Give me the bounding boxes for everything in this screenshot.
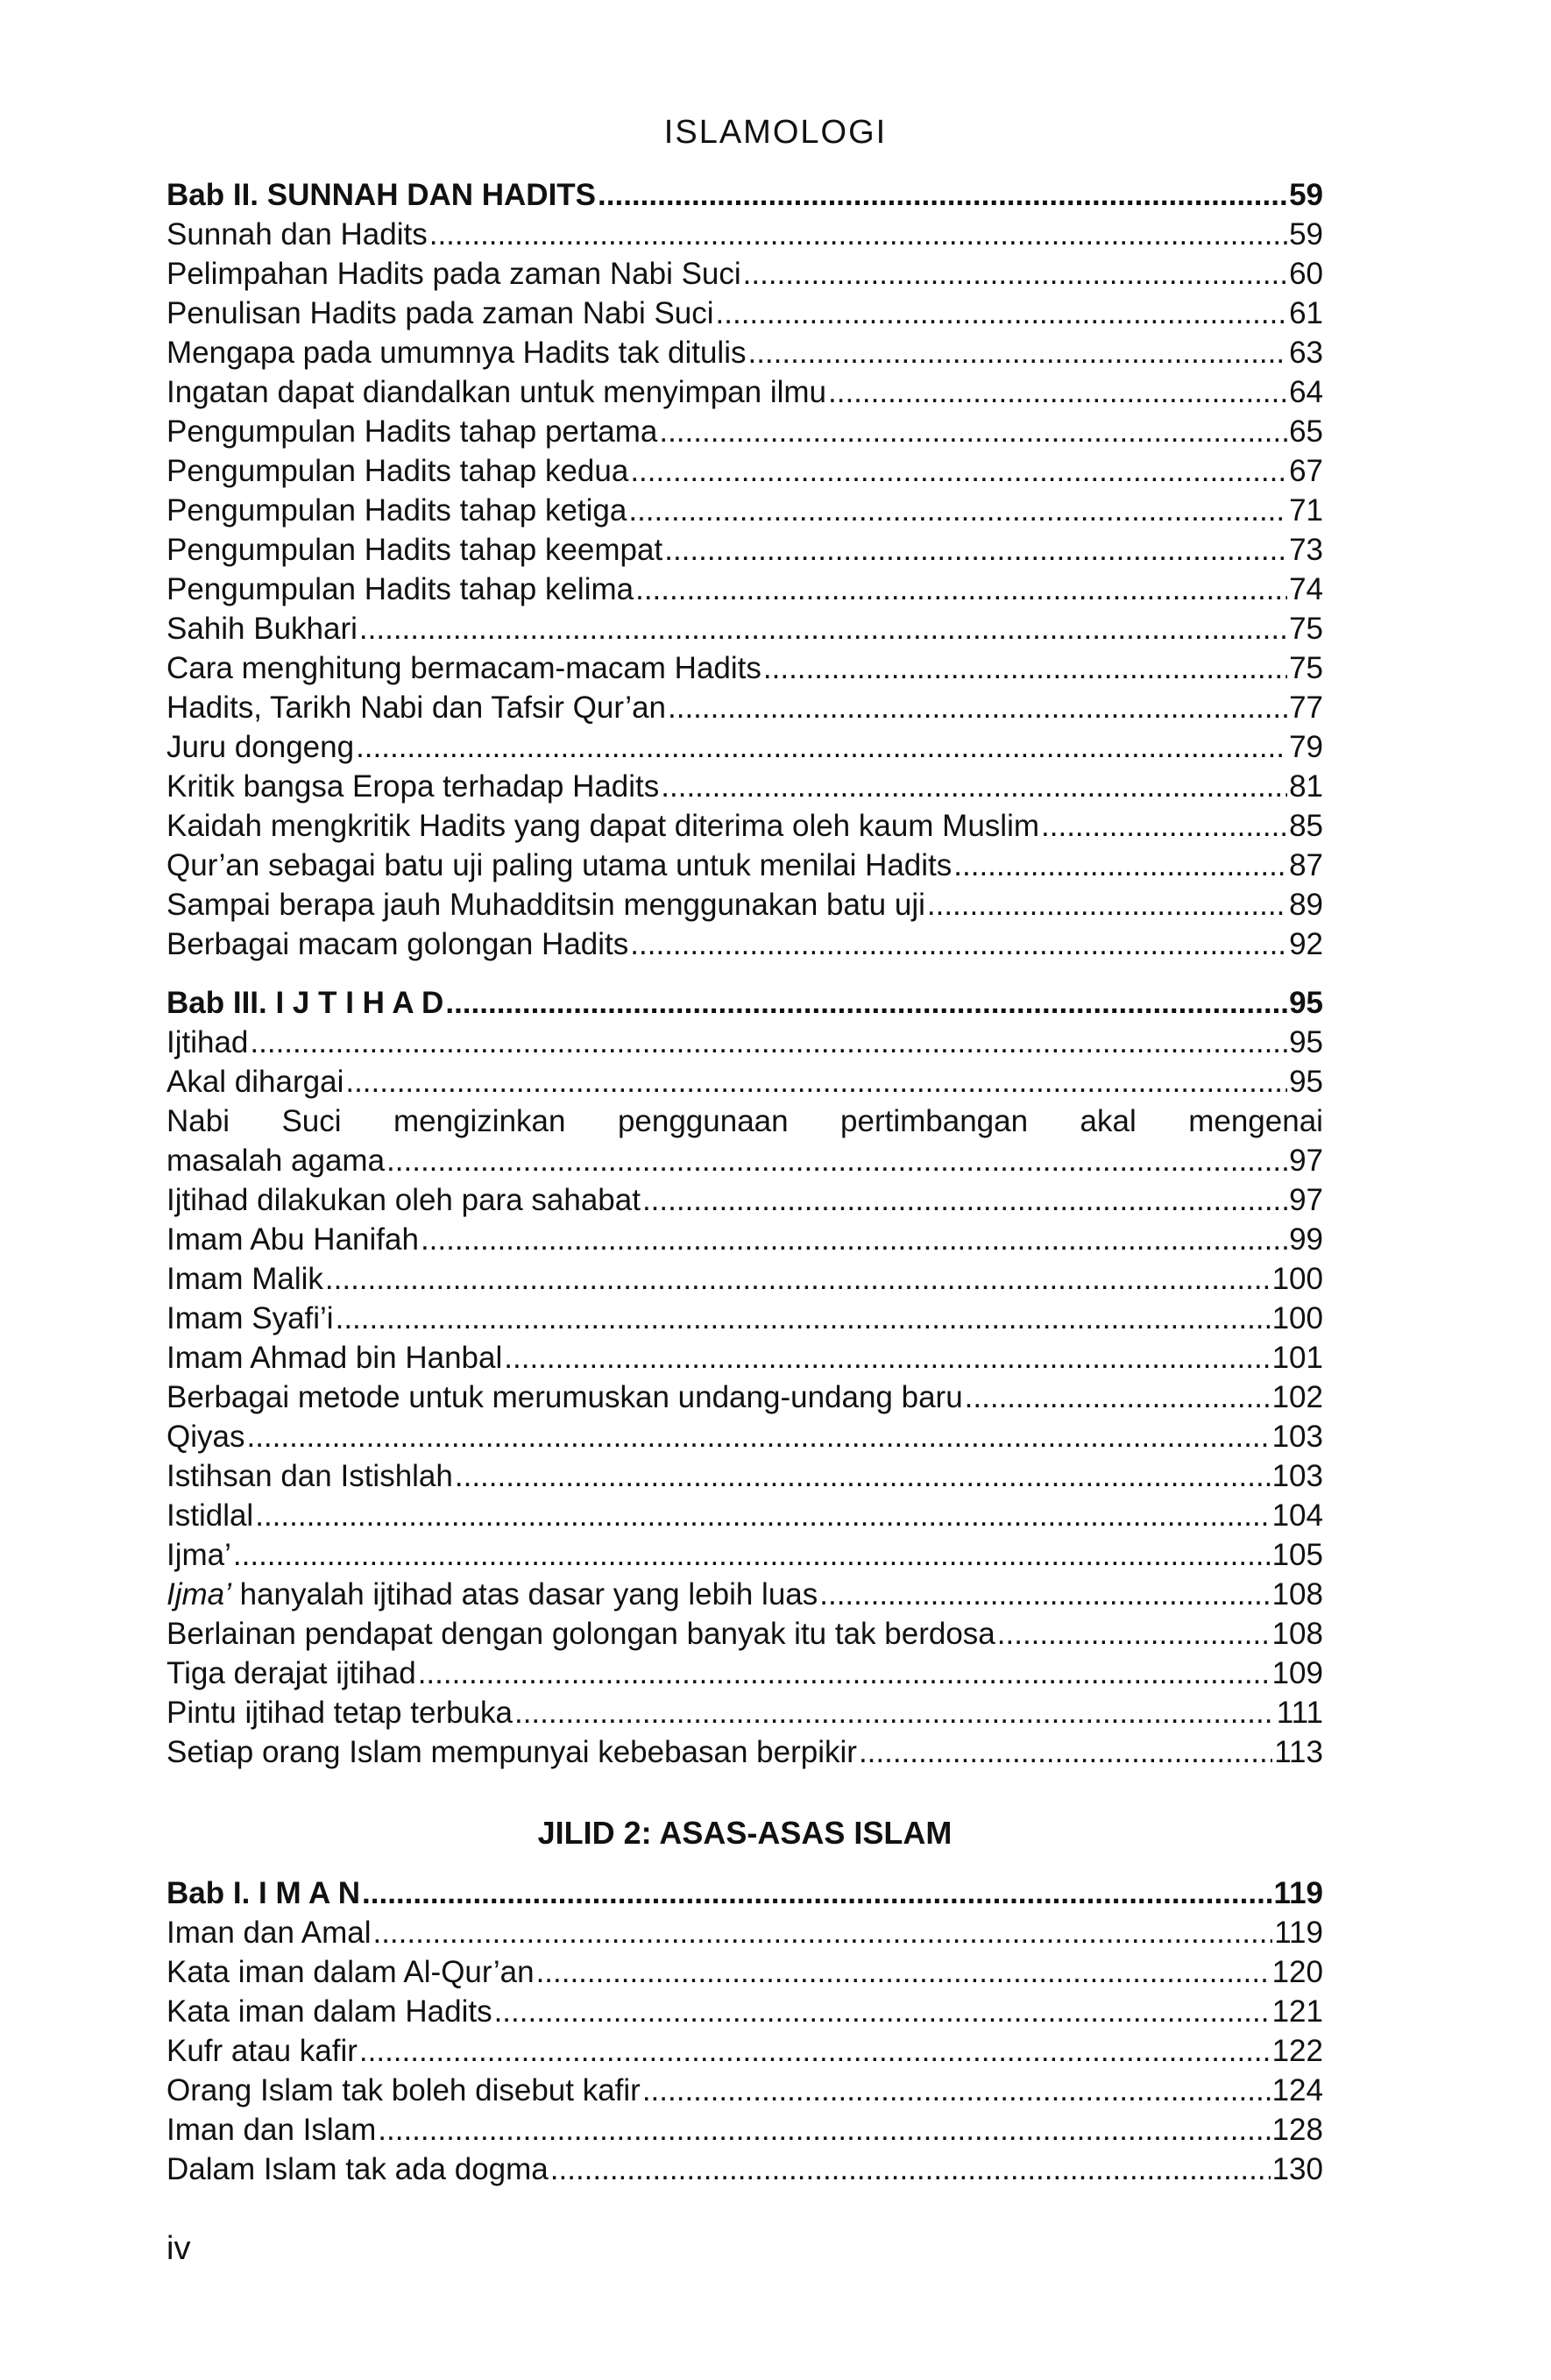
toc-chapter-iman xyxy=(166,1874,1323,1913)
entry-title: Imam Malik xyxy=(166,1262,323,1296)
toc-entry xyxy=(166,2150,1323,2189)
entry-title: Juru dongeng xyxy=(166,730,355,764)
volume-heading: JILID 2: ASAS-ASAS ISLAM xyxy=(537,1815,953,1851)
entry-title: Ijtihad xyxy=(166,1025,249,1059)
dot-leader xyxy=(445,983,1287,1023)
entry-title: Imam Abu Hanifah xyxy=(166,1222,419,1257)
entry-title: Orang Islam tak boleh disebut kafir xyxy=(166,2073,641,2107)
entry-title: Imam Ahmad bin Hanbal xyxy=(166,1341,503,1375)
entry-page: 105 xyxy=(1271,1538,1323,1572)
toc-entry-list xyxy=(166,1180,1323,1575)
entry-word: mengizinkan xyxy=(393,1104,566,1138)
toc-entry xyxy=(166,412,1323,451)
toc-entry xyxy=(166,1338,1323,1378)
dot-leader xyxy=(336,1299,1271,1338)
entry-word: pertimbangan xyxy=(840,1104,1029,1138)
entry-page: 103 xyxy=(1271,1459,1323,1493)
entry-page: 65 xyxy=(1289,414,1323,449)
entry-title: Sunnah dan Hadits xyxy=(166,217,428,251)
entry-title: Sampai berapa jauh Muhadditsin menggunakan batu uji xyxy=(166,888,925,922)
toc-entry xyxy=(166,846,1323,885)
toc-entry-list xyxy=(166,1913,1323,2189)
dot-leader xyxy=(325,1259,1271,1299)
toc-chapter-sunnah-hadits xyxy=(166,175,1323,215)
dot-leader xyxy=(743,254,1287,294)
dot-leader xyxy=(421,1220,1287,1259)
toc-entry xyxy=(166,1614,1323,1654)
entry-title: Tiga derajat ijtihad xyxy=(166,1656,416,1690)
entry-title: Istihsan dan Istishlah xyxy=(166,1459,453,1493)
dot-leader xyxy=(642,1180,1287,1220)
entry-page: 89 xyxy=(1289,888,1323,922)
entry-page: 113 xyxy=(1274,1735,1323,1769)
dot-leader xyxy=(997,1614,1271,1654)
toc-entry-ijma xyxy=(166,1575,1323,1614)
entry-page: 73 xyxy=(1289,533,1323,567)
chapter-page: 95 xyxy=(1289,986,1323,1020)
dot-leader xyxy=(598,175,1287,215)
entry-page: 75 xyxy=(1289,651,1323,685)
entry-page: 100 xyxy=(1271,1301,1323,1335)
entry-title: Akal dihargai xyxy=(166,1065,344,1099)
dot-leader xyxy=(661,767,1287,806)
dot-leader xyxy=(536,1952,1271,1992)
dot-leader xyxy=(664,530,1287,570)
entry-title: Pintu ijtihad tetap terbuka xyxy=(166,1696,513,1730)
entry-title: Ingatan dapat diandalkan untuk menyimpan ilmu xyxy=(166,375,826,409)
entry-title: Dalam Islam tak ada dogma xyxy=(166,2152,549,2186)
toc-entry xyxy=(166,530,1323,570)
entry-page: 61 xyxy=(1289,296,1323,330)
toc-entry xyxy=(166,491,1323,530)
entry-page: 75 xyxy=(1289,612,1323,646)
toc-chapter-ijtihad xyxy=(166,983,1323,1023)
chapter-title: Bab II. SUNNAH DAN HADITS xyxy=(166,178,597,212)
toc-entry xyxy=(166,1417,1323,1456)
dot-leader xyxy=(628,491,1287,530)
entry-page: 92 xyxy=(1289,927,1323,961)
toc-entry-list xyxy=(166,1023,1323,1101)
entry-page: 100 xyxy=(1271,1262,1323,1296)
toc-entry xyxy=(166,688,1323,727)
toc-entry xyxy=(166,609,1323,648)
entry-title: Ijma’ xyxy=(166,1538,231,1572)
toc-entry xyxy=(166,1654,1323,1693)
toc-entry xyxy=(166,1693,1323,1732)
entry-page: 109 xyxy=(1271,1656,1323,1690)
entry-word: mengenai xyxy=(1188,1104,1323,1138)
dot-leader xyxy=(246,1417,1270,1456)
toc-entry xyxy=(166,1180,1323,1220)
entry-title: Pengumpulan Hadits tahap pertama xyxy=(166,414,658,449)
toc-entry xyxy=(166,1913,1323,1952)
dot-leader xyxy=(233,1535,1271,1575)
dot-leader xyxy=(828,372,1287,412)
entry-title: Kufr atau kafir xyxy=(166,2034,358,2068)
dot-leader xyxy=(965,1378,1271,1417)
toc-entry xyxy=(166,806,1323,846)
entry-title: Iman dan Islam xyxy=(166,2113,377,2147)
dot-leader xyxy=(550,2150,1271,2189)
dot-leader xyxy=(429,215,1287,254)
chapter-title: Bab I. I M A N xyxy=(166,1876,361,1910)
entry-title: Cara menghitung bermacam-macam Hadits xyxy=(166,651,761,685)
dot-leader xyxy=(359,609,1287,648)
toc-entry xyxy=(166,1535,1323,1575)
entry-title: Setiap orang Islam mempunyai kebebasan berpikir xyxy=(166,1735,857,1769)
dot-leader xyxy=(635,570,1287,609)
dot-leader xyxy=(418,1654,1271,1693)
dot-leader xyxy=(504,1338,1270,1378)
entry-title: Berbagai macam golongan Hadits xyxy=(166,927,629,961)
entry-page: 120 xyxy=(1271,1955,1323,1989)
entry-title: Penulisan Hadits pada zaman Nabi Suci xyxy=(166,296,714,330)
entry-page: 101 xyxy=(1271,1341,1323,1375)
entry-title: masalah agama xyxy=(166,1144,386,1178)
entry-word: penggunaan xyxy=(617,1104,789,1138)
dot-leader xyxy=(1041,806,1287,846)
entry-word: Suci xyxy=(281,1104,342,1138)
entry-title: Qur’an sebagai batu uji paling utama untuk menilai Hadits xyxy=(166,848,953,882)
toc-entry xyxy=(166,570,1323,609)
toc-entry xyxy=(166,1299,1323,1338)
entry-title: Kritik bangsa Eropa terhadap Hadits xyxy=(166,769,660,804)
dot-leader xyxy=(668,688,1287,727)
entry-page: 121 xyxy=(1271,1994,1323,2029)
entry-page: 74 xyxy=(1289,572,1323,606)
toc-entry xyxy=(166,1456,1323,1496)
entry-page: 128 xyxy=(1271,2113,1323,2147)
toc-entry-wrapped-line2 xyxy=(166,1141,1323,1180)
toc-entry xyxy=(166,1259,1323,1299)
running-header: ISLAMOLOGI xyxy=(663,114,888,151)
dot-leader xyxy=(514,1693,1275,1732)
entry-page: 119 xyxy=(1274,1916,1323,1950)
dot-leader xyxy=(819,1575,1270,1614)
entry-title: Istidlal xyxy=(166,1498,254,1533)
dot-leader xyxy=(356,727,1287,767)
entry-title: Kata iman dalam Al-Qur’an xyxy=(166,1955,535,1989)
toc-entry xyxy=(166,2031,1323,2071)
toc-entry xyxy=(166,451,1323,491)
entry-title: Qiyas xyxy=(166,1420,245,1454)
dot-leader xyxy=(630,924,1287,964)
toc-entry xyxy=(166,1732,1323,1772)
entry-page: 81 xyxy=(1289,769,1323,804)
entry-title: Hadits, Tarikh Nabi dan Tafsir Qur’an xyxy=(166,691,666,725)
entry-page: 99 xyxy=(1289,1222,1323,1257)
dot-leader xyxy=(250,1023,1287,1062)
toc-entry xyxy=(166,1023,1323,1062)
entry-page: 79 xyxy=(1289,730,1323,764)
entry-title: Pengumpulan Hadits tahap ketiga xyxy=(166,493,627,528)
chapter-page: 119 xyxy=(1273,1876,1323,1910)
toc-entry xyxy=(166,1220,1323,1259)
toc-entry xyxy=(166,1378,1323,1417)
entry-page: 67 xyxy=(1289,454,1323,488)
entry-page: 97 xyxy=(1289,1144,1323,1178)
entry-page: 77 xyxy=(1289,691,1323,725)
toc-entry xyxy=(166,254,1323,294)
entry-word: akal xyxy=(1080,1104,1137,1138)
entry-title-rest: hanyalah ijtihad atas dasar yang lebih luas xyxy=(230,1577,818,1611)
entry-title: Kaidah mengkritik Hadits yang dapat diterima oleh kaum Muslim xyxy=(166,809,1040,843)
entry-page: 108 xyxy=(1271,1617,1323,1651)
dot-leader xyxy=(255,1496,1270,1535)
toc-entry xyxy=(166,372,1323,412)
toc-entry xyxy=(166,2071,1323,2110)
toc-entry xyxy=(166,648,1323,688)
dot-leader xyxy=(362,1874,1272,1913)
entry-title: Berbagai metode untuk merumuskan undang-undang baru xyxy=(166,1380,963,1414)
entry-title: Sahih Bukhari xyxy=(166,612,358,646)
entry-title: Pengumpulan Hadits tahap kedua xyxy=(166,454,629,488)
toc-entry xyxy=(166,215,1323,254)
dot-leader xyxy=(378,2110,1270,2150)
entry-page: 108 xyxy=(1271,1577,1323,1611)
entry-title: Pelimpahan Hadits pada zaman Nabi Suci xyxy=(166,257,741,291)
entry-page: 59 xyxy=(1289,217,1323,251)
entry-title: Mengapa pada umumnya Hadits tak ditulis xyxy=(166,336,747,370)
italic-term: Ijma’ xyxy=(166,1577,231,1611)
dot-leader xyxy=(630,451,1287,491)
entry-page: 111 xyxy=(1276,1696,1323,1730)
entry-page: 97 xyxy=(1289,1183,1323,1217)
toc-entry xyxy=(166,333,1323,372)
toc-entry xyxy=(166,767,1323,806)
dot-leader xyxy=(372,1913,1272,1952)
entry-page: 64 xyxy=(1289,375,1323,409)
entry-page: 103 xyxy=(1271,1420,1323,1454)
entry-page: 71 xyxy=(1289,493,1323,528)
entry-page: 95 xyxy=(1289,1065,1323,1099)
entry-page: 124 xyxy=(1271,2073,1323,2107)
entry-title: Berlainan pendapat dengan golongan banyak itu tak berdosa xyxy=(166,1617,995,1651)
page-number: iv xyxy=(166,2230,191,2267)
toc-entry-wrapped-line1 xyxy=(166,1101,1323,1141)
entry-title xyxy=(166,1575,818,1614)
dot-leader xyxy=(494,1992,1271,2031)
entry-page: 95 xyxy=(1289,1025,1323,1059)
dot-leader xyxy=(716,294,1288,333)
toc-entry xyxy=(166,885,1323,924)
dot-leader xyxy=(359,2031,1271,2071)
entry-title: Pengumpulan Hadits tahap keempat xyxy=(166,533,663,567)
toc-entry xyxy=(166,727,1323,767)
entry-title: Imam Syafi’i xyxy=(166,1301,334,1335)
entry-title: Kata iman dalam Hadits xyxy=(166,1994,492,2029)
chapter-page: 59 xyxy=(1289,178,1323,212)
toc-entry xyxy=(166,924,1323,964)
dot-leader xyxy=(455,1456,1271,1496)
table-of-contents xyxy=(166,175,1323,2189)
toc-entry xyxy=(166,1992,1323,2031)
toc-entry xyxy=(166,1062,1323,1101)
toc-entry xyxy=(166,294,1323,333)
dot-leader xyxy=(927,885,1287,924)
dot-leader xyxy=(642,2071,1271,2110)
entry-title: Ijtihad dilakukan oleh para sahabat xyxy=(166,1183,641,1217)
dot-leader xyxy=(386,1141,1287,1180)
entry-page: 63 xyxy=(1289,336,1323,370)
dot-leader xyxy=(345,1062,1287,1101)
chapter-title: Bab III. I J T I H A D xyxy=(166,986,444,1020)
toc-entry xyxy=(166,1952,1323,1992)
entry-page: 87 xyxy=(1289,848,1323,882)
entry-title: Pengumpulan Hadits tahap kelima xyxy=(166,572,634,606)
toc-entry-list xyxy=(166,1614,1323,1772)
entry-title: Iman dan Amal xyxy=(166,1916,372,1950)
dot-leader xyxy=(747,333,1287,372)
entry-page: 104 xyxy=(1271,1498,1323,1533)
dot-leader xyxy=(763,648,1287,688)
entry-page: 102 xyxy=(1271,1380,1323,1414)
toc-entry xyxy=(166,2110,1323,2150)
dot-leader xyxy=(859,1732,1272,1772)
entry-word: Nabi xyxy=(166,1104,230,1138)
entry-page: 122 xyxy=(1271,2034,1323,2068)
dot-leader xyxy=(953,846,1287,885)
toc-entry-list xyxy=(166,215,1323,964)
toc-entry xyxy=(166,1496,1323,1535)
entry-page: 60 xyxy=(1289,257,1323,291)
entry-page: 130 xyxy=(1271,2152,1323,2186)
dot-leader xyxy=(659,412,1287,451)
entry-page: 85 xyxy=(1289,809,1323,843)
